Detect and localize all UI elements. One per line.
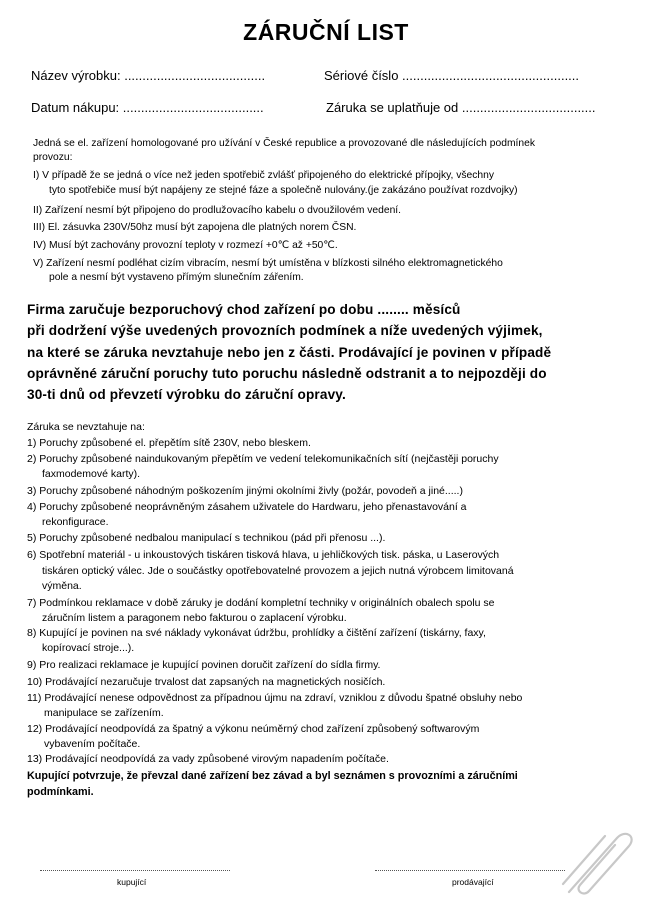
conditions-intro: provozu: [33,152,73,163]
exclusion-line: 8) Kupující je povinen na své náklady vykonávat údržbu, prohlídky a čištění zařízení (tiskárny, faxy, [27,627,486,639]
exclusion-line: rekonfigurace. [42,516,109,528]
exclusion-line: záručním listem a paragonem nebo fakturou o zaplacení výrobku. [42,612,347,624]
exclusion-line: 6) Spotřební materiál - u inkoustových tiskáren tisková hlava, u jehličkových tisk. páska, u Laserových [27,549,500,561]
serial-number-field: Sériové číslo ................................................. [324,68,580,83]
exclusion-line: 13) Prodávající neodpovídá za vady způsobené virovým napadením počítače. [27,753,389,765]
conditions-intro: Jedná se el. zařízení homologované pro užívání v České republice a provozované dle následujících podmínek [33,138,535,149]
confirmation-text: Kupující potvrzuje, že převzal dané zařízení bez závad a byl seznámen s provozními a záručními [27,770,518,782]
exclusion-line: 11) Prodávající nenese odpovědnost za případnou újmu na zdraví, vzniklou z důvodu špatné obsluhy nebo [27,692,523,704]
condition-item: I) V případě že se jedná o více než jeden spotřebič zvlášť připojeného do elektrické přípojky, všechny [33,170,494,181]
product-name-field: Název výrobku: ....................................... [31,68,266,83]
guarantee-text: 30-ti dnů od převzetí výrobku do záruční opravy. [27,387,346,402]
exclusion-line: 5) Poruchy způsobené nedbalou manipulací s technikou (pád při přenosu ...). [27,532,386,544]
condition-item: pole a nesmí být vystaveno přímým slunečním zářením. [49,272,304,283]
buyer-signature-label: kupující [117,877,147,887]
exclusion-line: 4) Poruchy způsobené neoprávněným zásahem uživatele do Hardwaru, jeho přenastavování a [27,501,467,513]
paperclip-icon [555,818,640,900]
condition-item: tyto spotřebiče musí být napájeny ze stejné fáze a společně nulovány.(je zakázáno používat rozdvojky) [49,185,518,196]
warranty-start-field: Záruka se uplatňuje od ..................................... [326,100,596,115]
exclusion-line: faxmodemové karty). [42,468,141,480]
exclusion-line: manipulace se zařízením. [44,707,164,719]
seller-signature-line [375,870,565,871]
exclusions-heading: Záruka se nevztahuje na: [27,421,145,433]
exclusion-line: 10) Prodávající nezaručuje trvalost dat zapsaných na magnetických nosičích. [27,676,386,688]
exclusion-line: vybavením počítače. [44,738,141,750]
exclusion-line: 9) Pro realizaci reklamace je kupující povinen doručit zařízení do sídla firmy. [27,659,381,671]
condition-item: III) El. zásuvka 230V/50hz musí být zapojena dle platných norem ČSN. [33,222,357,233]
exclusion-line: výměna. [42,580,82,592]
seller-signature-label: prodávající [452,877,494,887]
exclusion-line: 3) Poruchy způsobené náhodným poškozením jinými okolními živly (požár, povodeň a jiné.....) [27,485,463,497]
guarantee-text: při dodržení výše uvedených provozních podmínek a níže uvedených výjimek, [27,323,543,338]
confirmation-text: podmínkami. [27,786,94,798]
exclusion-line: 7) Podmínkou reklamace v době záruky je dodání kompletní techniky v originálních obalech spolu se [27,597,495,609]
buyer-signature-line [40,870,230,871]
exclusion-line: tiskáren optický válec. Jde o součástky opotřebovatelné provozem a jejich nutná výrobcem limitovaná [42,565,514,577]
page-title: ZÁRUČNÍ LIST [243,19,409,45]
condition-item: II) Zařízení nesmí být připojeno do prodlužovacího kabelu o dvoužilovém vedení. [33,205,402,216]
condition-item: V) Zařízení nesmí podléhat cizím vibracím, nesmí být umístěna v blízkosti silného elektromagnetického [33,258,503,269]
exclusion-line: kopírovací stroje...). [42,642,135,654]
exclusion-line: 12) Prodávající neodpovídá za špatný a výkonu neúměrný chod zařízení způsobený softwarovým [27,723,480,735]
guarantee-text: oprávněné záruční poruchy tuto poruchu následně odstranit a to nejpozději do [27,366,547,381]
condition-item: IV) Musí být zachovány provozní teploty v rozmezí +0℃ až +50℃. [33,240,338,251]
guarantee-text: Firma zaručuje bezporuchový chod zařízení po dobu ........ měsíců [27,302,461,317]
purchase-date-field: Datum nákupu: ....................................... [31,100,264,115]
exclusion-line: 1) Poruchy způsobené el. přepětím sítě 230V, nebo bleskem. [27,437,311,449]
guarantee-text: na které se záruka nevztahuje nebo jen z části. Prodávající je povinen v případě [27,345,552,360]
exclusion-line: 2) Poruchy způsobené naindukovaným přepětím ve vedení telekomunikačních sítí (nejčastěji poruchy [27,453,499,465]
